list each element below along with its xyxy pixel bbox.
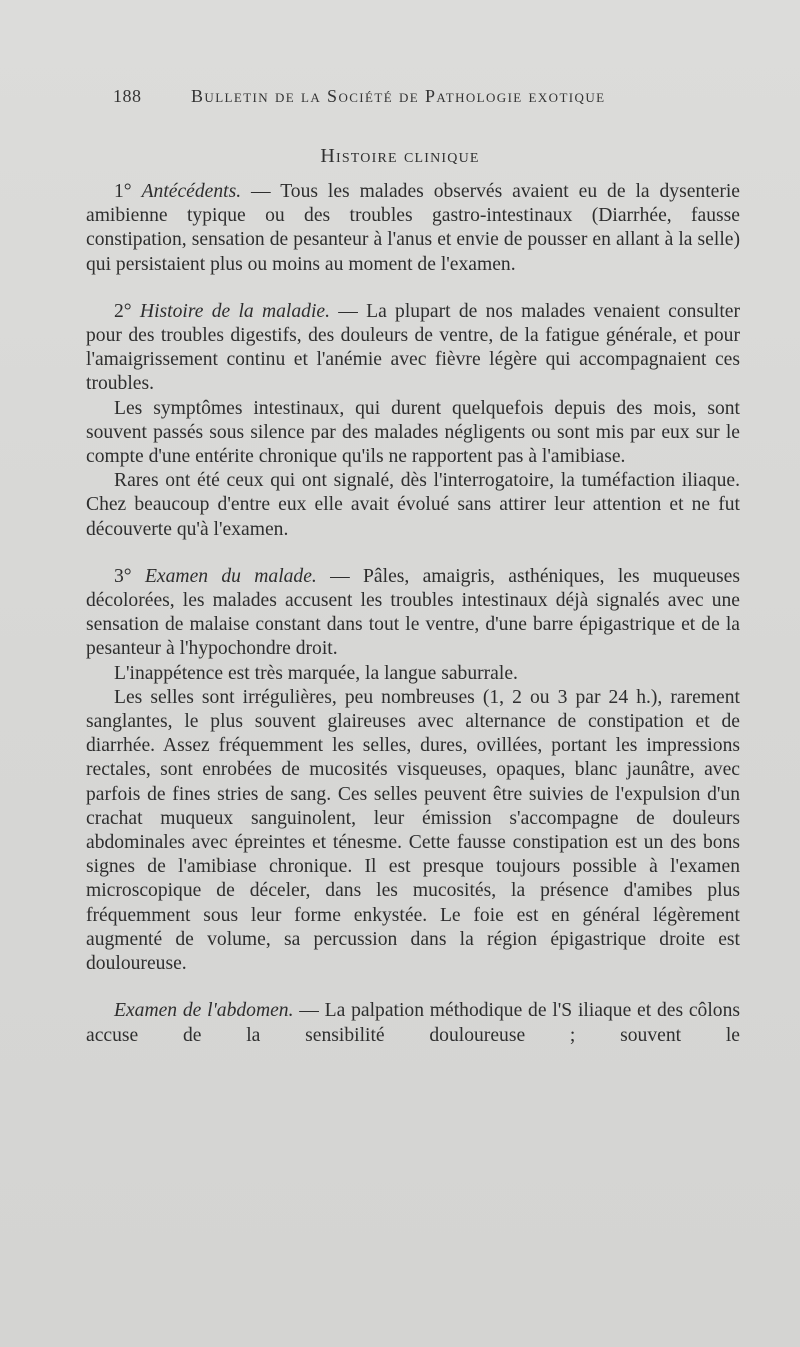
paragraph-text: Les symptômes intestinaux, qui durent quelquefois depuis des mois, sont souvent passés sous silence par des malades négligents ou sont mis par eux sur le compte d'une entérite chronique qu'ils ne rapportent pas à l'amibiase.: [86, 397, 740, 468]
paragraph-text: — Tous les malades observés avaient eu de la dysenterie amibienne typique ou des troubles gastro-intestinaux (Diarrhée, fausse constipation, sensation de pesanteur à l'anus et envie de pousser en allant à la selle) qui persistaient plus ou moins au moment de l'examen.: [86, 181, 741, 275]
paragraph-histoire: [86, 300, 740, 397]
paragraph-text: Rares ont été ceux qui ont signalé, dès l'interrogatoire, la tuméfaction iliaque. Chez beaucoup d'entre eux elle avait évolué sans attirer leur attention et ne fut découverte qu'à l'examen.: [86, 470, 740, 540]
paragraph-text: Les selles sont irrégulières, peu nombreuses (1, 2 ou 3 par 24 h.), rarement sanglantes, le plus souvent glaireuses avec alternance de constipation et de diarrhée. Assez fréquemment les selles, dures, ovillées, portant les impressions rectales, sont enrobées de mucosités visqueuses, opaques, blanc jaunâtre, avec parfois de fines stries de sang. Ces selles peuvent être suivies de l'expulsion d'un crachat muqueux sanguinolent, leur émission s'accompagne de douleurs abdominales avec épreintes et ténesme. Cette fausse constipation est un des bons signes de l'amibiase chronique. Il est presque toujours possible à l'examen microscopique de déceler, dans les mucosités, la présence d'amibes plus fréquemment sous leur forme enkystée. Le foie est en général légèrement augmenté de volume, sa percussion dans la région épigastrique droite est douloureuse.: [86, 686, 740, 975]
paragraph-text: — La plupart de nos malades venaient consulter pour des troubles digestifs, des douleurs de ventre, de la fatigue générale, et pour l'amaigrissement continu et l'anémie avec fièvre légère qui accompagnaient ces troubles.: [86, 300, 741, 395]
paragraph-inappetence: [86, 662, 740, 686]
page-header: [113, 86, 753, 112]
page-number: 188: [113, 86, 142, 106]
paragraph-text: — Pâles, amaigris, asthéniques, les muqueuses décolorées, les malades accusent les troubles intestinaux déjà signalés avec une sensation de malaise constant dans tout le ventre, d'une barre épigastrique et de la pesanteur à l'hypochondre droit.: [86, 565, 740, 660]
paragraph-text: — La palpation méthodique de l'S iliaque et des côlons accuse de la sensibilité douloureuse ; souvent le: [86, 1000, 740, 1046]
paragraph-symptomes: [86, 397, 740, 470]
paragraph-number: 2°: [114, 300, 132, 322]
paragraph-number: 1°: [114, 181, 132, 202]
paragraph-examen-malade: [86, 565, 740, 662]
paragraph-heading: Histoire de la maladie.: [139, 300, 330, 322]
paragraph-tumefaction: [86, 469, 740, 542]
paragraph-heading: Examen du malade.: [144, 565, 317, 587]
running-title: Bulletin de la Société de Pathologie exotique: [191, 86, 606, 106]
paragraph-number: 3°: [114, 565, 132, 587]
body-text: [86, 180, 740, 1048]
paragraph-selles: [86, 686, 740, 976]
paragraph-antecedents: [86, 180, 740, 277]
paragraph-heading: Antécédents.: [141, 181, 242, 202]
paragraph-examen-abdomen: [86, 999, 740, 1047]
section-title: Histoire clinique: [320, 145, 480, 167]
paragraph-text: L'inappétence est très marquée, la langue saburrale.: [114, 662, 518, 684]
paragraph-heading: Examen de l'abdomen.: [114, 1000, 294, 1022]
